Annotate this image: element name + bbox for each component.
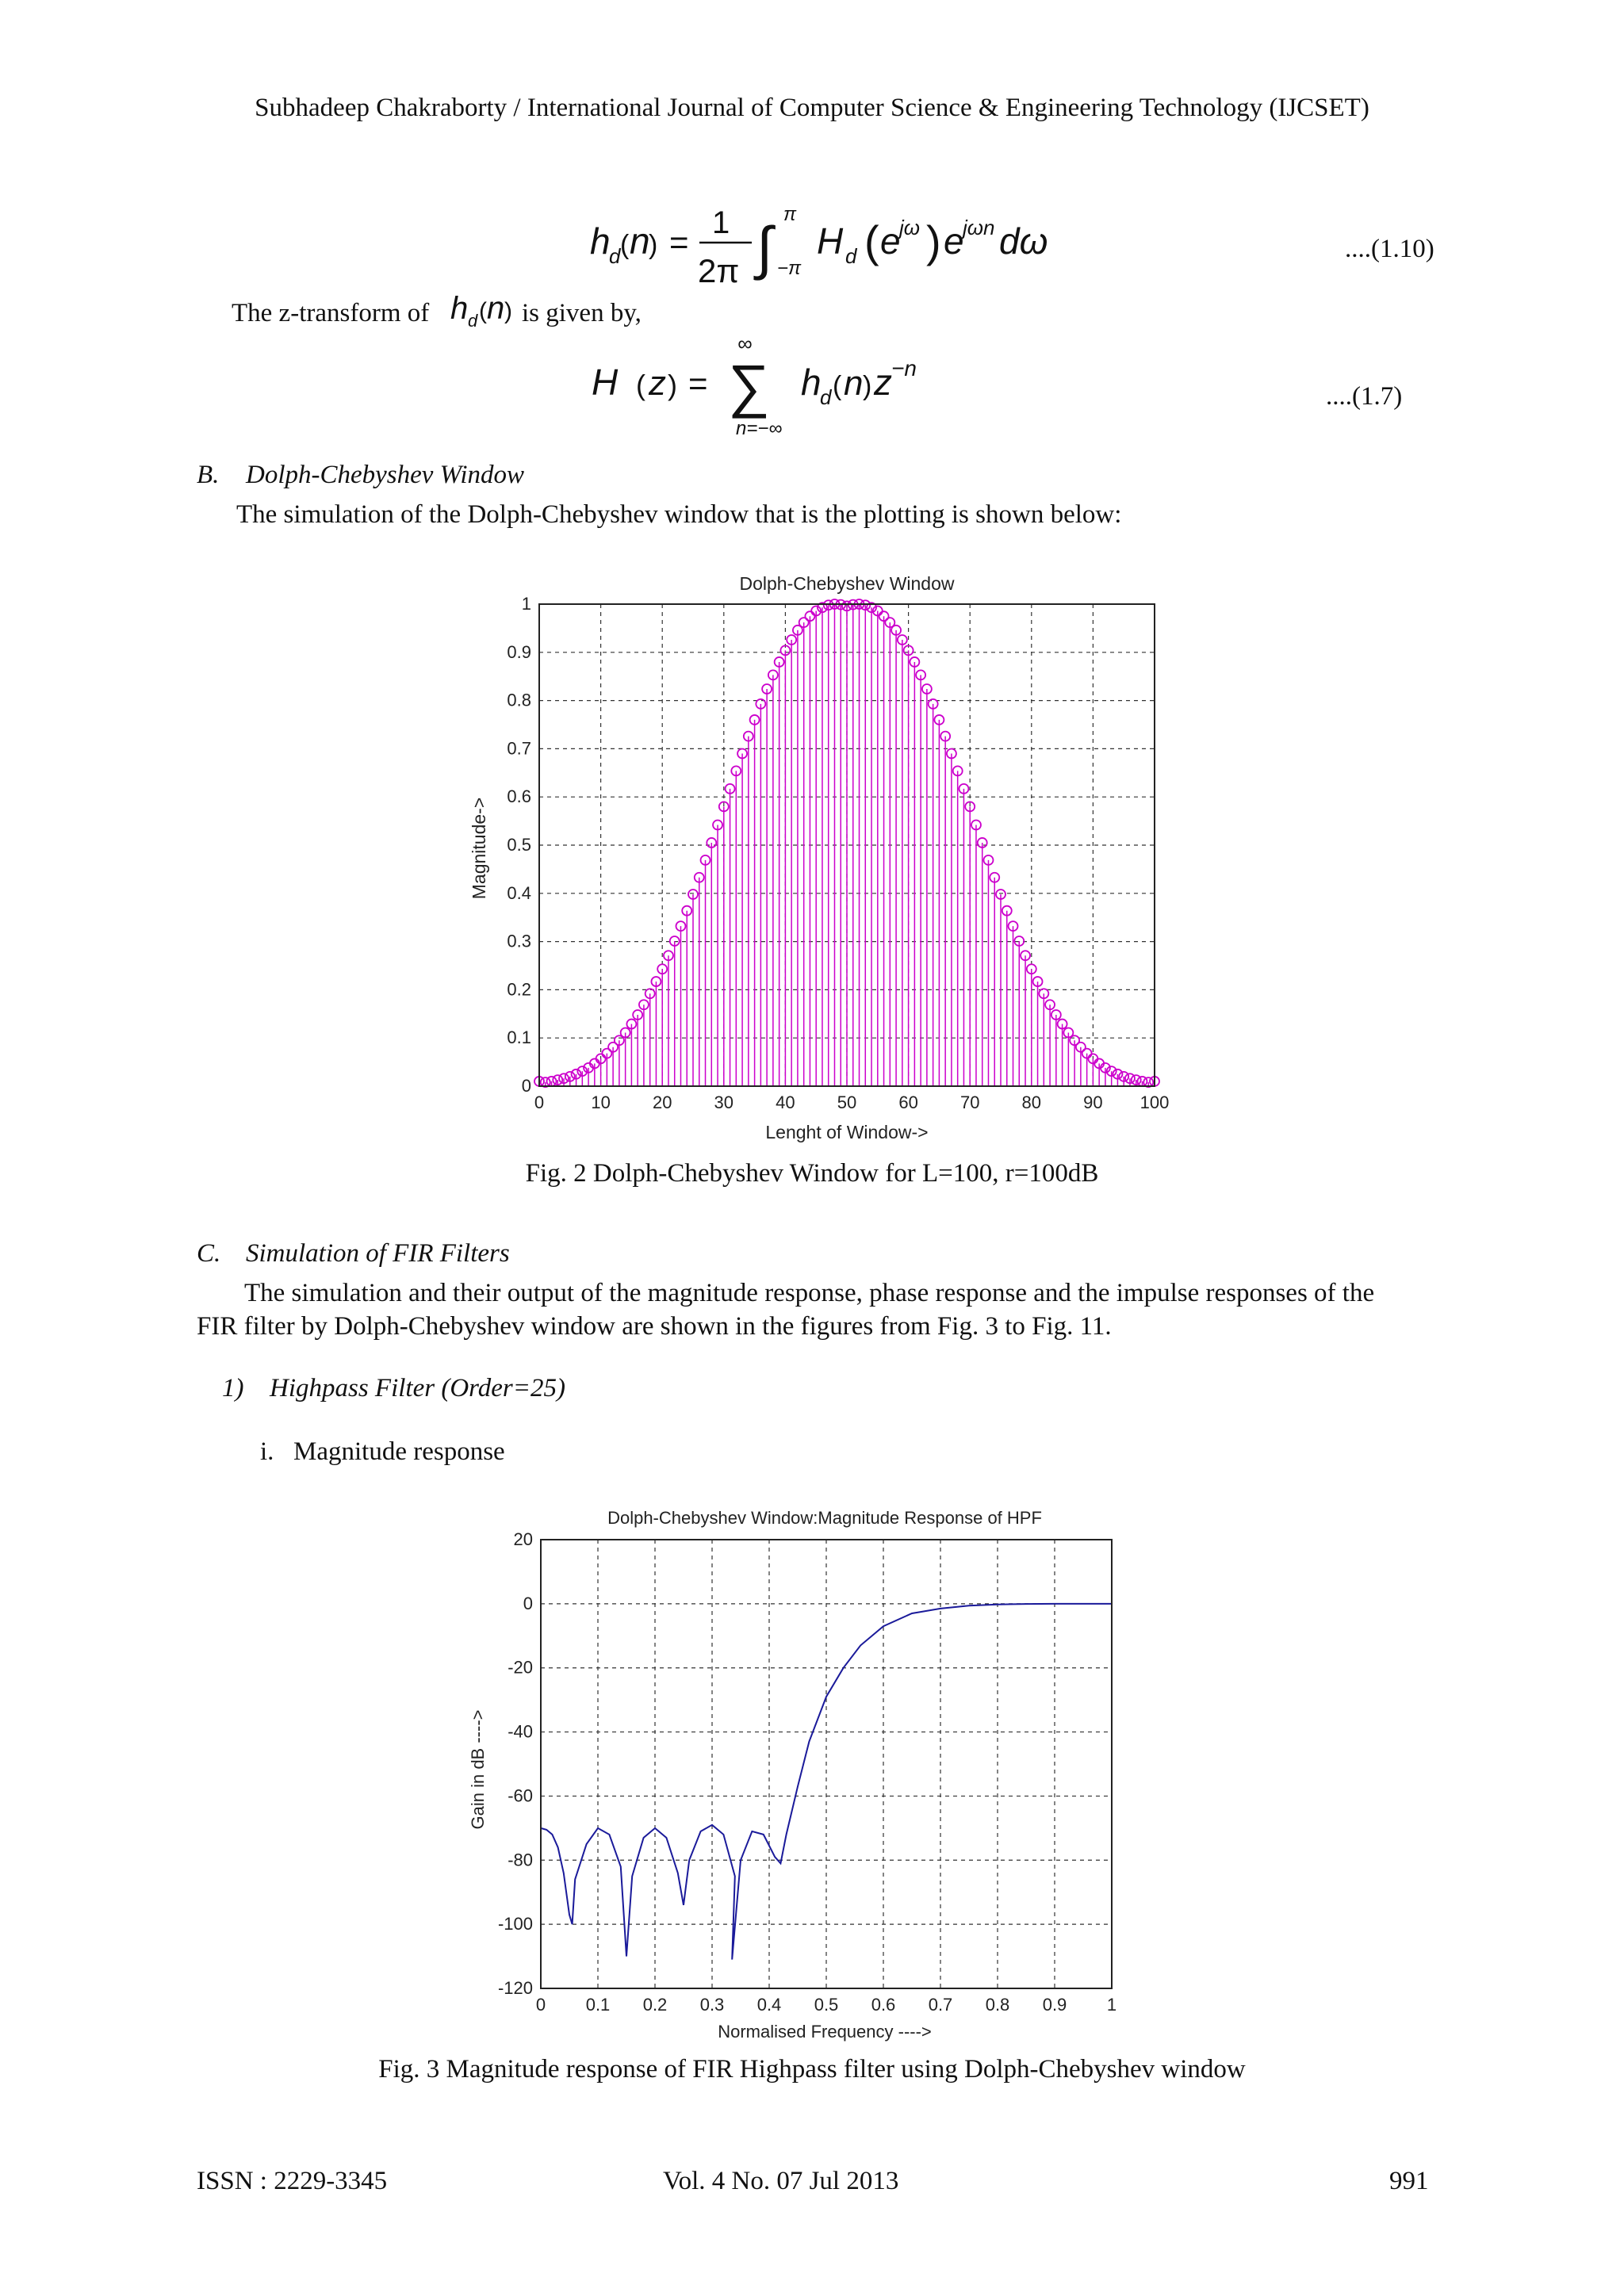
y-tick-label: -100 xyxy=(497,1914,533,1934)
svg-text:e: e xyxy=(944,220,964,262)
inline-hd-n xyxy=(446,290,514,336)
svg-text:=: = xyxy=(688,365,708,402)
svg-text:n=−∞: n=−∞ xyxy=(736,418,783,439)
svg-text:dω: dω xyxy=(999,220,1048,262)
fig2-stems xyxy=(534,599,1159,1087)
section-c-paragraph-line1: The simulation and their output of the magnitude response, phase response and the impulse responses of the xyxy=(244,1279,1375,1307)
y-tick-label: 0 xyxy=(523,1593,533,1613)
fig2-chart xyxy=(468,564,1182,1151)
svg-text:−n: −n xyxy=(891,356,917,381)
x-tick-label: 0 xyxy=(535,1995,546,2015)
y-tick-label: 0.9 xyxy=(507,641,531,662)
equation-1-7 xyxy=(579,333,991,444)
x-tick-label: 0.4 xyxy=(756,1995,782,2015)
y-tick-label: 0.4 xyxy=(507,882,531,903)
y-tick-label: 0.3 xyxy=(507,931,531,951)
equation-tag-1-10: ....(1.10) xyxy=(1345,235,1434,263)
y-tick-label: 0.6 xyxy=(507,786,531,807)
svg-text:−π: −π xyxy=(777,258,802,279)
subsection-1-label: 1) xyxy=(222,1374,244,1402)
x-tick-label: 0.8 xyxy=(985,1995,1010,2015)
fig3-x-axis-label: Normalised Frequency ----> xyxy=(718,2022,932,2042)
svg-text:H: H xyxy=(592,362,619,403)
svg-text:): ) xyxy=(649,230,658,260)
svg-text:): ) xyxy=(863,371,872,401)
fig2-title: Dolph-Chebyshev Window xyxy=(739,573,955,594)
x-tick-label: 100 xyxy=(1139,1093,1170,1112)
section-c-letter: C. xyxy=(197,1239,221,1268)
svg-text:∞: ∞ xyxy=(737,333,753,355)
x-tick-label: 0.6 xyxy=(871,1995,896,2015)
svg-text:d: d xyxy=(820,385,832,409)
svg-text:h: h xyxy=(801,362,822,403)
footer-issn: ISSN : 2229-3345 xyxy=(197,2167,388,2195)
section-b-paragraph: The simulation of the Dolph-Chebyshev window that is the plotting is shown below: xyxy=(236,500,1122,529)
fig2-y-axis-label: Magnitude-> xyxy=(469,797,489,900)
svg-text:n: n xyxy=(487,291,505,326)
svg-text:(: ( xyxy=(636,369,645,401)
y-tick-label: 20 xyxy=(513,1529,533,1549)
svg-text:(: ( xyxy=(620,230,630,260)
y-tick-label: -20 xyxy=(508,1657,533,1678)
x-tick-label: 1 xyxy=(1106,1995,1117,2015)
x-tick-label: 40 xyxy=(776,1093,795,1112)
y-tick-label: -80 xyxy=(508,1850,533,1870)
x-tick-label: 60 xyxy=(898,1093,918,1112)
running-head: Subhadeep Chakraborty / International Journal of Computer Science & Engineering Technology (IJCSET) xyxy=(255,94,1369,122)
svg-text:∫: ∫ xyxy=(756,215,773,281)
svg-text:d: d xyxy=(845,244,857,268)
fig2-caption: Fig. 2 Dolph-Chebyshev Window for L=100, r=100dB xyxy=(525,1159,1099,1188)
svg-text:d: d xyxy=(609,244,621,268)
svg-text:h: h xyxy=(450,291,469,326)
svg-text:(: ( xyxy=(833,371,842,401)
svg-text:jω: jω xyxy=(899,216,921,239)
svg-text:(: ( xyxy=(864,216,879,266)
x-tick-label: 0.9 xyxy=(1042,1995,1067,2015)
x-tick-label: 30 xyxy=(714,1093,734,1112)
svg-text:n: n xyxy=(844,364,864,403)
y-tick-label: 0 xyxy=(521,1076,531,1096)
svg-text:): ) xyxy=(926,216,941,266)
svg-text:e: e xyxy=(880,220,901,262)
z-transform-text-suffix: is given by, xyxy=(522,299,642,327)
x-tick-label: 10 xyxy=(591,1093,611,1112)
x-tick-label: 0.1 xyxy=(585,1995,611,2015)
svg-text:n: n xyxy=(630,220,650,262)
svg-text:jωn: jωn xyxy=(963,216,995,239)
section-c-paragraph-line2: FIR filter by Dolph-Chebyshev window are shown in the figures from Fig. 3 to Fig. 11. xyxy=(197,1312,1112,1341)
section-c-title: Simulation of FIR Filters xyxy=(246,1239,510,1268)
equation-tag-1-7: ....(1.7) xyxy=(1326,382,1403,411)
fig3-caption: Fig. 3 Magnitude response of FIR Highpass filter using Dolph-Chebyshev window xyxy=(378,2055,1246,2084)
footer-page-number: 991 xyxy=(1389,2167,1429,2195)
svg-text:∑: ∑ xyxy=(728,353,770,419)
fig3-y-axis-label: Gain in dB ----> xyxy=(468,1709,488,1830)
y-tick-label: 0.8 xyxy=(507,690,531,710)
y-tick-label: -60 xyxy=(508,1785,533,1806)
fig2-ticks xyxy=(507,594,1169,1112)
y-tick-label: 1 xyxy=(521,594,531,614)
x-tick-label: 0.7 xyxy=(928,1995,953,2015)
x-tick-label: 70 xyxy=(959,1093,980,1112)
z-transform-text-prefix: The z-transform of xyxy=(232,299,430,327)
y-tick-label: 0.1 xyxy=(507,1027,531,1048)
x-tick-label: 0.2 xyxy=(642,1995,668,2015)
subsection-1-title: Highpass Filter (Order=25) xyxy=(270,1374,566,1402)
section-b-title: Dolph-Chebyshev Window xyxy=(246,461,525,489)
x-tick-label: 50 xyxy=(837,1093,857,1112)
section-b-letter: B. xyxy=(197,461,220,489)
svg-text:): ) xyxy=(504,298,512,324)
svg-text:z: z xyxy=(874,362,892,403)
x-tick-label: 0.3 xyxy=(699,1995,725,2015)
y-tick-label: -40 xyxy=(508,1721,533,1742)
subsection-1-item-title: Magnitude response xyxy=(293,1437,505,1466)
fig3-ticks xyxy=(498,1529,1116,2015)
x-tick-label: 90 xyxy=(1083,1093,1103,1112)
eq-h-symbol: h xyxy=(590,220,611,262)
svg-text:=: = xyxy=(669,224,689,261)
svg-text:d: d xyxy=(468,311,478,331)
y-tick-label: 0.5 xyxy=(507,835,531,855)
fig3-title: Dolph-Chebyshev Window:Magnitude Response of HPF xyxy=(607,1508,1042,1528)
fig2-x-axis-label: Lenght of Window-> xyxy=(765,1122,929,1142)
svg-text:(: ( xyxy=(479,298,487,324)
svg-text:z: z xyxy=(649,364,666,403)
y-tick-label: 0.2 xyxy=(507,979,531,1000)
svg-text:π: π xyxy=(783,204,797,225)
x-tick-label: 0.5 xyxy=(814,1995,839,2015)
x-tick-label: 20 xyxy=(652,1093,672,1112)
subsection-1-item-label: i. xyxy=(260,1437,274,1466)
svg-text:1: 1 xyxy=(712,205,730,240)
equation-1-10 xyxy=(579,189,1086,292)
y-tick-label: -120 xyxy=(497,1978,533,1998)
y-tick-label: 0.7 xyxy=(507,738,531,759)
svg-text:): ) xyxy=(668,369,677,401)
svg-text:H: H xyxy=(817,220,844,262)
svg-text:2π: 2π xyxy=(698,252,740,289)
footer-volume: Vol. 4 No. 07 Jul 2013 xyxy=(663,2167,899,2195)
fig3-chart xyxy=(460,1500,1158,2047)
fig3-grid xyxy=(541,1540,1112,1988)
x-tick-label: 80 xyxy=(1021,1093,1042,1112)
x-tick-label: 0 xyxy=(534,1093,545,1112)
